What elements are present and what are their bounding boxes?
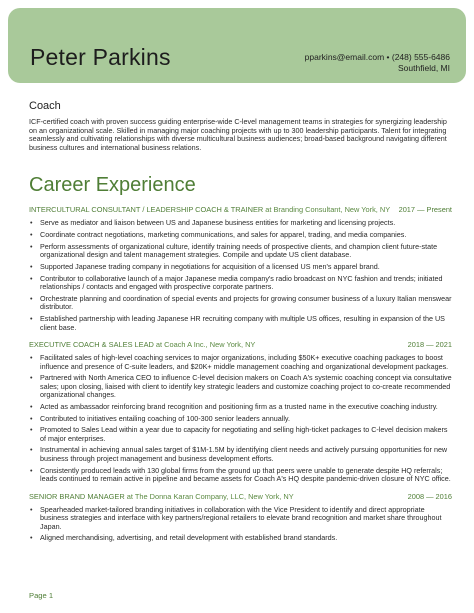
candidate-name: Peter Parkins xyxy=(30,44,171,70)
contact-info xyxy=(305,52,450,74)
job-entry xyxy=(29,205,452,332)
job-bullet: • Perform assessments of organizational culture, identify training needs of prospective clients, and champion client future-state organizational design and talent management strategies. Compile and update US client database. xyxy=(29,243,452,260)
job-bullet: • Spearheaded market-tailored branding initiatives in collaboration with the Vice President to identify and direct appropriate business strategies and interface with key partners/regional retailers to elevate brand recognition and market share throughout Japan. xyxy=(29,506,452,532)
job-bullet: • Serve as mediator and liaison between US and Japanese business entities for marketing and licensing projects. xyxy=(29,219,452,228)
job-bullets xyxy=(29,506,452,543)
resume-body xyxy=(29,100,452,546)
job-bullets xyxy=(29,219,452,332)
contact-email-phone: pparkins@email.com • (248) 555-6486 xyxy=(304,52,450,62)
contact-location: Southfield, MI xyxy=(398,63,450,73)
job-company: at The Donna Karan Company, LLC, New York, NY xyxy=(126,491,294,501)
job-title: INTERCULTURAL CONSULTANT / LEADERSHIP COACH & TRAINER xyxy=(29,205,264,215)
job-dates: 2008 — 2016 xyxy=(407,491,452,501)
job-company: at Coach A Inc., New York, NY xyxy=(155,340,256,349)
job-dates: 2018 — 2021 xyxy=(407,340,452,349)
job-bullet: • Facilitated sales of high-level coaching services to major organizations, including $50K+ executive coaching packages to boost influence and presence of C-suite leaders, and $20K+ middle management coaching and organizational development packages. xyxy=(29,354,452,371)
job-company: at Branding Consultant, New York, NY xyxy=(265,205,391,215)
header-banner xyxy=(8,8,466,83)
job-bullets xyxy=(29,354,452,484)
job-dates: 2017 — Present xyxy=(398,205,452,215)
profile-title: Coach xyxy=(29,100,61,112)
job-title: EXECUTIVE COACH & SALES LEAD xyxy=(29,340,154,349)
job-entry xyxy=(29,340,452,484)
job-header xyxy=(29,340,452,350)
job-bullet: • Consistently produced leads with 130 global firms from the ground up that peers were unable to generate despite HQ referrals; leads continued to remain active in pipeline and became assets for Coach A's HQ despite pandemic-driven closure of NYC office. xyxy=(29,467,452,484)
job-bullet: • Orchestrate planning and coordination of special events and projects for growing consumer business of a luxury Italian menswear distributor. xyxy=(29,295,452,312)
job-bullet: • Partnered with North America CEO to influence C-level decision makers on Coach A's systemic coaching concept via consultative sales; upon closing, liaised with client to identify key strategic leaders and customize coaching project to co-create recommended organizational changes. xyxy=(29,374,452,400)
job-title: SENIOR BRAND MANAGER xyxy=(29,491,125,501)
job-header xyxy=(29,492,452,502)
job-bullet: • Contributed to initiatives entailing coaching of 100-300 senior leaders annually. xyxy=(29,415,452,424)
job-header xyxy=(29,205,452,215)
job-bullet: • Supported Japanese trading company in negotiations for acquisition of a licensed US men's apparel brand. xyxy=(29,263,452,272)
job-bullet: • Instrumental in achieving annual sales target of $1M-1.5M by identifying client needs and actively pursuing opportunities for new business through project management and business development efforts. xyxy=(29,446,452,463)
job-bullet: • Promoted to Sales Lead within a year due to capacity for negotiating and selling high-ticket packages to C-level decision makers of major enterprises. xyxy=(29,426,452,443)
job-bullet: • Aligned merchandising, advertising, and retail development with established brand standards. xyxy=(29,534,452,543)
job-bullet: • Contributor to collaborative launch of a major Japanese media company's radio broadcast on NYC fashion and trends; initiated relationships / contacts and engaged with prospective corporate partners. xyxy=(29,275,452,292)
section-title-experience: Career Experience xyxy=(29,174,196,197)
job-entry xyxy=(29,492,452,543)
page-number: Page 1 xyxy=(29,591,54,600)
profile-summary: ICF-certified coach with proven success guiding enterprise-wide C-level management teams in strategies for synergizing leadership on an organizational scale. Skilled in managing major coaching projects with up to 300 leadership participants. Talent for integrating seamlessly and cultivating relationships with diverse multicultural business audiences; broad-based background navigating different business cultures and international business relations. xyxy=(29,117,447,152)
job-bullet: • Acted as ambassador reinforcing brand recognition and positioning firm as a trusted name in the executive coaching industry. xyxy=(29,403,452,412)
job-bullet: • Coordinate contract negotiations, marketing communications, and sales for apparel, trading, and media companies. xyxy=(29,231,452,240)
job-bullet: • Established partnership with leading Japanese HR recruiting company with multiple US offices, resulting in expansion of the US client base. xyxy=(29,315,452,332)
